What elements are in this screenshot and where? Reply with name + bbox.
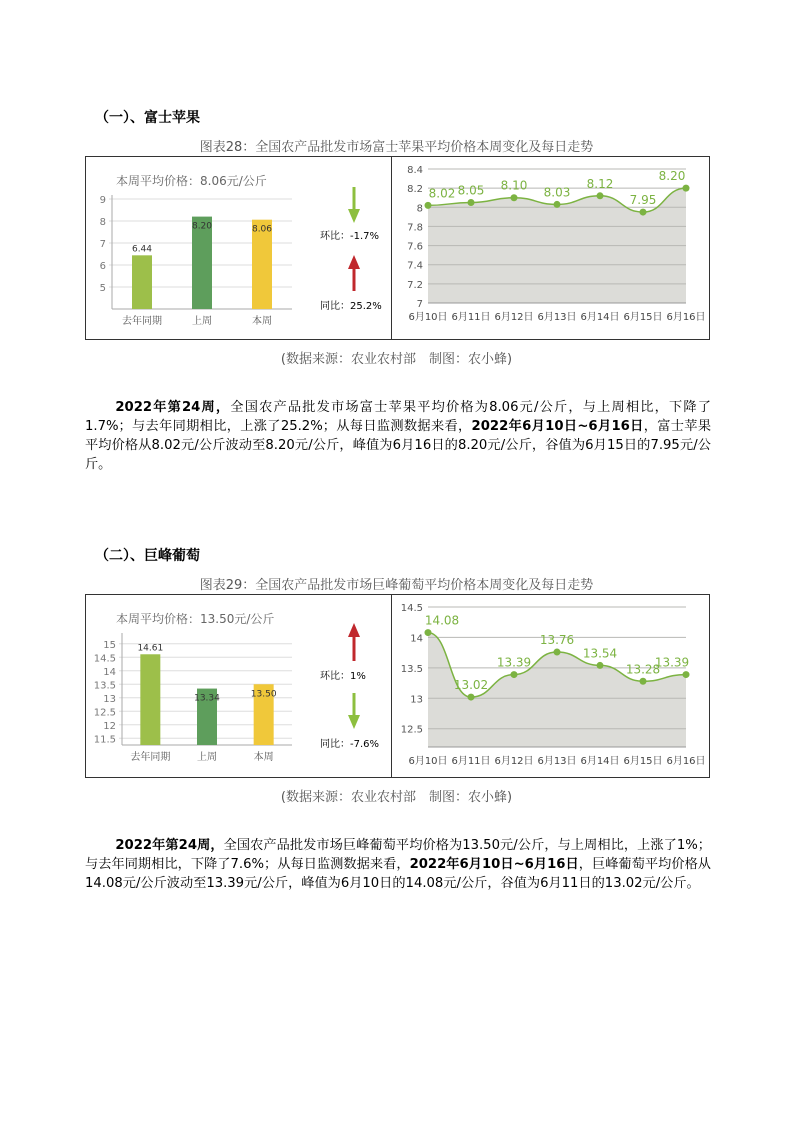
y-tick-label: 7.8: [407, 222, 423, 234]
bar-value-label: 8.20: [191, 221, 213, 232]
bar-value-label: 13.34: [194, 693, 220, 704]
analysis-paragraph: [85, 836, 711, 893]
weekly-price-title: 本周平均价格：8.06元/公斤: [116, 174, 267, 188]
y-tick-label: 7.4: [407, 260, 423, 272]
hb-arrow-icon: [348, 187, 360, 223]
y-tick-label: 9: [99, 195, 106, 206]
date-range-label: 2022年6月10日~6月16日: [471, 419, 644, 434]
weekly-price-bar-chart: [86, 157, 392, 339]
y-tick-label: 13.5: [400, 663, 423, 675]
data-point: [468, 199, 475, 206]
arrow-head: [348, 209, 360, 223]
data-point: [425, 202, 432, 209]
y-tick-label: 8: [416, 203, 423, 215]
y-tick-label: 14: [410, 633, 423, 645]
y-tick-label: 14.5: [93, 653, 116, 665]
daily-trend-panel: [391, 594, 710, 778]
x-tick-label: 6月10日: [408, 756, 448, 767]
x-tick-label: 6月12日: [494, 756, 534, 767]
paragraph-text: 全国农产品批发市场富士苹果平均价格为8.06元/公斤，与上周相比，下降了1.7%；与去年同期相比，上涨了25.2%；从每日监测数据来看，: [85, 400, 711, 434]
figure-caption: 图表28：全国农产品批发市场富士苹果平均价格本周变化及每日走势: [199, 140, 594, 155]
x-tick-label: 6月15日: [623, 756, 663, 767]
hb-label: 环比：-1.7%: [320, 231, 380, 242]
x-tick-label: 去年同期: [122, 316, 162, 327]
x-tick-label: 6月14日: [580, 756, 620, 767]
x-tick-label: 6月14日: [580, 312, 620, 323]
data-label: 8.12: [586, 176, 614, 191]
x-tick-label: 6月11日: [451, 756, 491, 767]
y-tick-label: 11.5: [93, 734, 116, 746]
figure-caption: 图表29：全国农产品批发市场巨峰葡萄平均价格本周变化及每日走势: [199, 578, 594, 593]
section-heading: （二）、巨峰葡萄: [95, 548, 200, 564]
x-tick-label: 上周: [192, 316, 212, 327]
y-tick-label: 7.6: [407, 241, 423, 253]
data-point: [640, 678, 647, 685]
tb-label: 同比：25.2%: [320, 301, 382, 312]
section-heading: （一）、富士苹果: [95, 110, 200, 126]
data-label: 8.10: [500, 178, 528, 193]
data-label: 8.20: [658, 169, 686, 184]
bar-value-label: 8.06: [251, 224, 273, 235]
bar: [140, 654, 160, 745]
data-source-note: (数据来源：农业农村部 制图：农小蜂): [280, 352, 513, 367]
x-tick-label: 本周: [253, 752, 274, 763]
x-tick-label: 6月12日: [494, 312, 534, 323]
data-point: [425, 629, 432, 636]
daily-trend-area-chart: [392, 595, 709, 777]
data-point: [597, 192, 604, 199]
y-tick-label: 12: [103, 720, 116, 732]
tb-label: 同比：-7.6%: [320, 739, 380, 750]
x-tick-label: 去年同期: [130, 752, 171, 763]
paragraph-text: 全国农产品批发市场巨峰葡萄平均价格为13.50元/公斤，与上周相比，上涨了1%；与去年同期相比，下降了7.6%；从每日监测数据来看，: [85, 838, 711, 872]
data-point: [554, 649, 561, 656]
data-label: 8.05: [457, 183, 485, 198]
analysis-paragraph: [85, 398, 711, 474]
y-tick-label: 15: [103, 639, 116, 651]
y-tick-label: 12.5: [400, 724, 423, 736]
paragraph-text: ，富士苹果平均价格从8.02元/公斤波动至8.20元/公斤，峰值为6月16日的8.20元/公斤，谷值为6月15日的7.95元/公斤。: [85, 419, 712, 472]
week-label: 2022年第24周，: [115, 400, 231, 415]
daily-trend-area-chart: [392, 157, 709, 339]
y-tick-label: 7: [416, 299, 423, 310]
x-tick-label: 6月15日: [623, 312, 663, 323]
y-tick-label: 5: [99, 283, 106, 294]
data-point: [683, 671, 690, 678]
x-tick-label: 本周: [252, 316, 272, 327]
data-point: [554, 201, 561, 208]
x-tick-label: 6月13日: [537, 312, 577, 323]
y-tick-label: 8: [99, 217, 106, 228]
data-point: [597, 662, 604, 669]
x-tick-label: 6月16日: [666, 756, 706, 767]
data-label: 13.28: [625, 662, 661, 677]
bar-value-label: 13.50: [250, 689, 277, 700]
arrow-head: [348, 715, 360, 729]
data-label: 13.54: [582, 646, 618, 661]
data-point: [468, 694, 475, 701]
y-tick-label: 6: [99, 261, 106, 272]
y-tick-label: 12.5: [93, 707, 116, 719]
weekly-price-bar-chart: [86, 595, 392, 777]
bar-value-label: 14.61: [137, 643, 164, 654]
y-tick-label: 14.5: [400, 603, 423, 614]
data-label: 13.02: [453, 678, 489, 693]
arrow-head: [348, 255, 360, 269]
data-point: [511, 194, 518, 201]
data-label: 13.76: [539, 633, 575, 648]
daily-trend-panel: [391, 156, 710, 340]
data-point: [640, 209, 647, 216]
bar-value-label: 6.44: [131, 244, 153, 255]
weekly-price-title: 本周平均价格：13.50元/公斤: [116, 612, 275, 626]
data-point: [511, 671, 518, 678]
tb-arrow-icon: [348, 255, 360, 291]
y-tick-label: 13: [103, 693, 116, 705]
data-label: 13.39: [496, 655, 532, 670]
weekly-price-panel: [85, 594, 392, 778]
data-label: 13.39: [654, 655, 690, 670]
x-tick-label: 6月11日: [451, 312, 491, 323]
arrow-head: [348, 623, 360, 637]
hb-label: 环比：1%: [320, 671, 366, 682]
data-point: [683, 185, 690, 192]
weekly-price-panel: [85, 156, 392, 340]
data-label: 8.02: [428, 186, 456, 201]
y-tick-label: 7.2: [407, 279, 423, 291]
x-tick-label: 上周: [197, 752, 217, 763]
y-tick-label: 14: [103, 666, 116, 678]
tb-arrow-icon: [348, 693, 360, 729]
x-tick-label: 6月16日: [666, 312, 706, 323]
x-tick-label: 6月13日: [537, 756, 577, 767]
data-source-note: (数据来源：农业农村部 制图：农小蜂): [280, 790, 513, 805]
data-label: 8.03: [543, 185, 571, 200]
paragraph-text: ，巨峰葡萄平均价格从14.08元/公斤波动至13.39元/公斤，峰值为6月10日的14.08元/公斤，谷值为6月11日的13.02元/公斤。: [85, 857, 711, 891]
week-label: 2022年第24周，: [115, 838, 224, 853]
data-label: 14.08: [424, 613, 460, 628]
y-tick-label: 8.2: [407, 184, 423, 196]
y-tick-label: 13.5: [93, 680, 116, 692]
y-tick-label: 8.4: [407, 165, 423, 176]
bar: [132, 255, 152, 309]
date-range-label: 2022年6月10日~6月16日: [409, 857, 579, 872]
x-tick-label: 6月10日: [408, 312, 448, 323]
data-label: 7.95: [629, 193, 657, 208]
y-tick-label: 13: [410, 694, 423, 706]
hb-arrow-icon: [348, 623, 360, 661]
y-tick-label: 7: [99, 239, 106, 250]
